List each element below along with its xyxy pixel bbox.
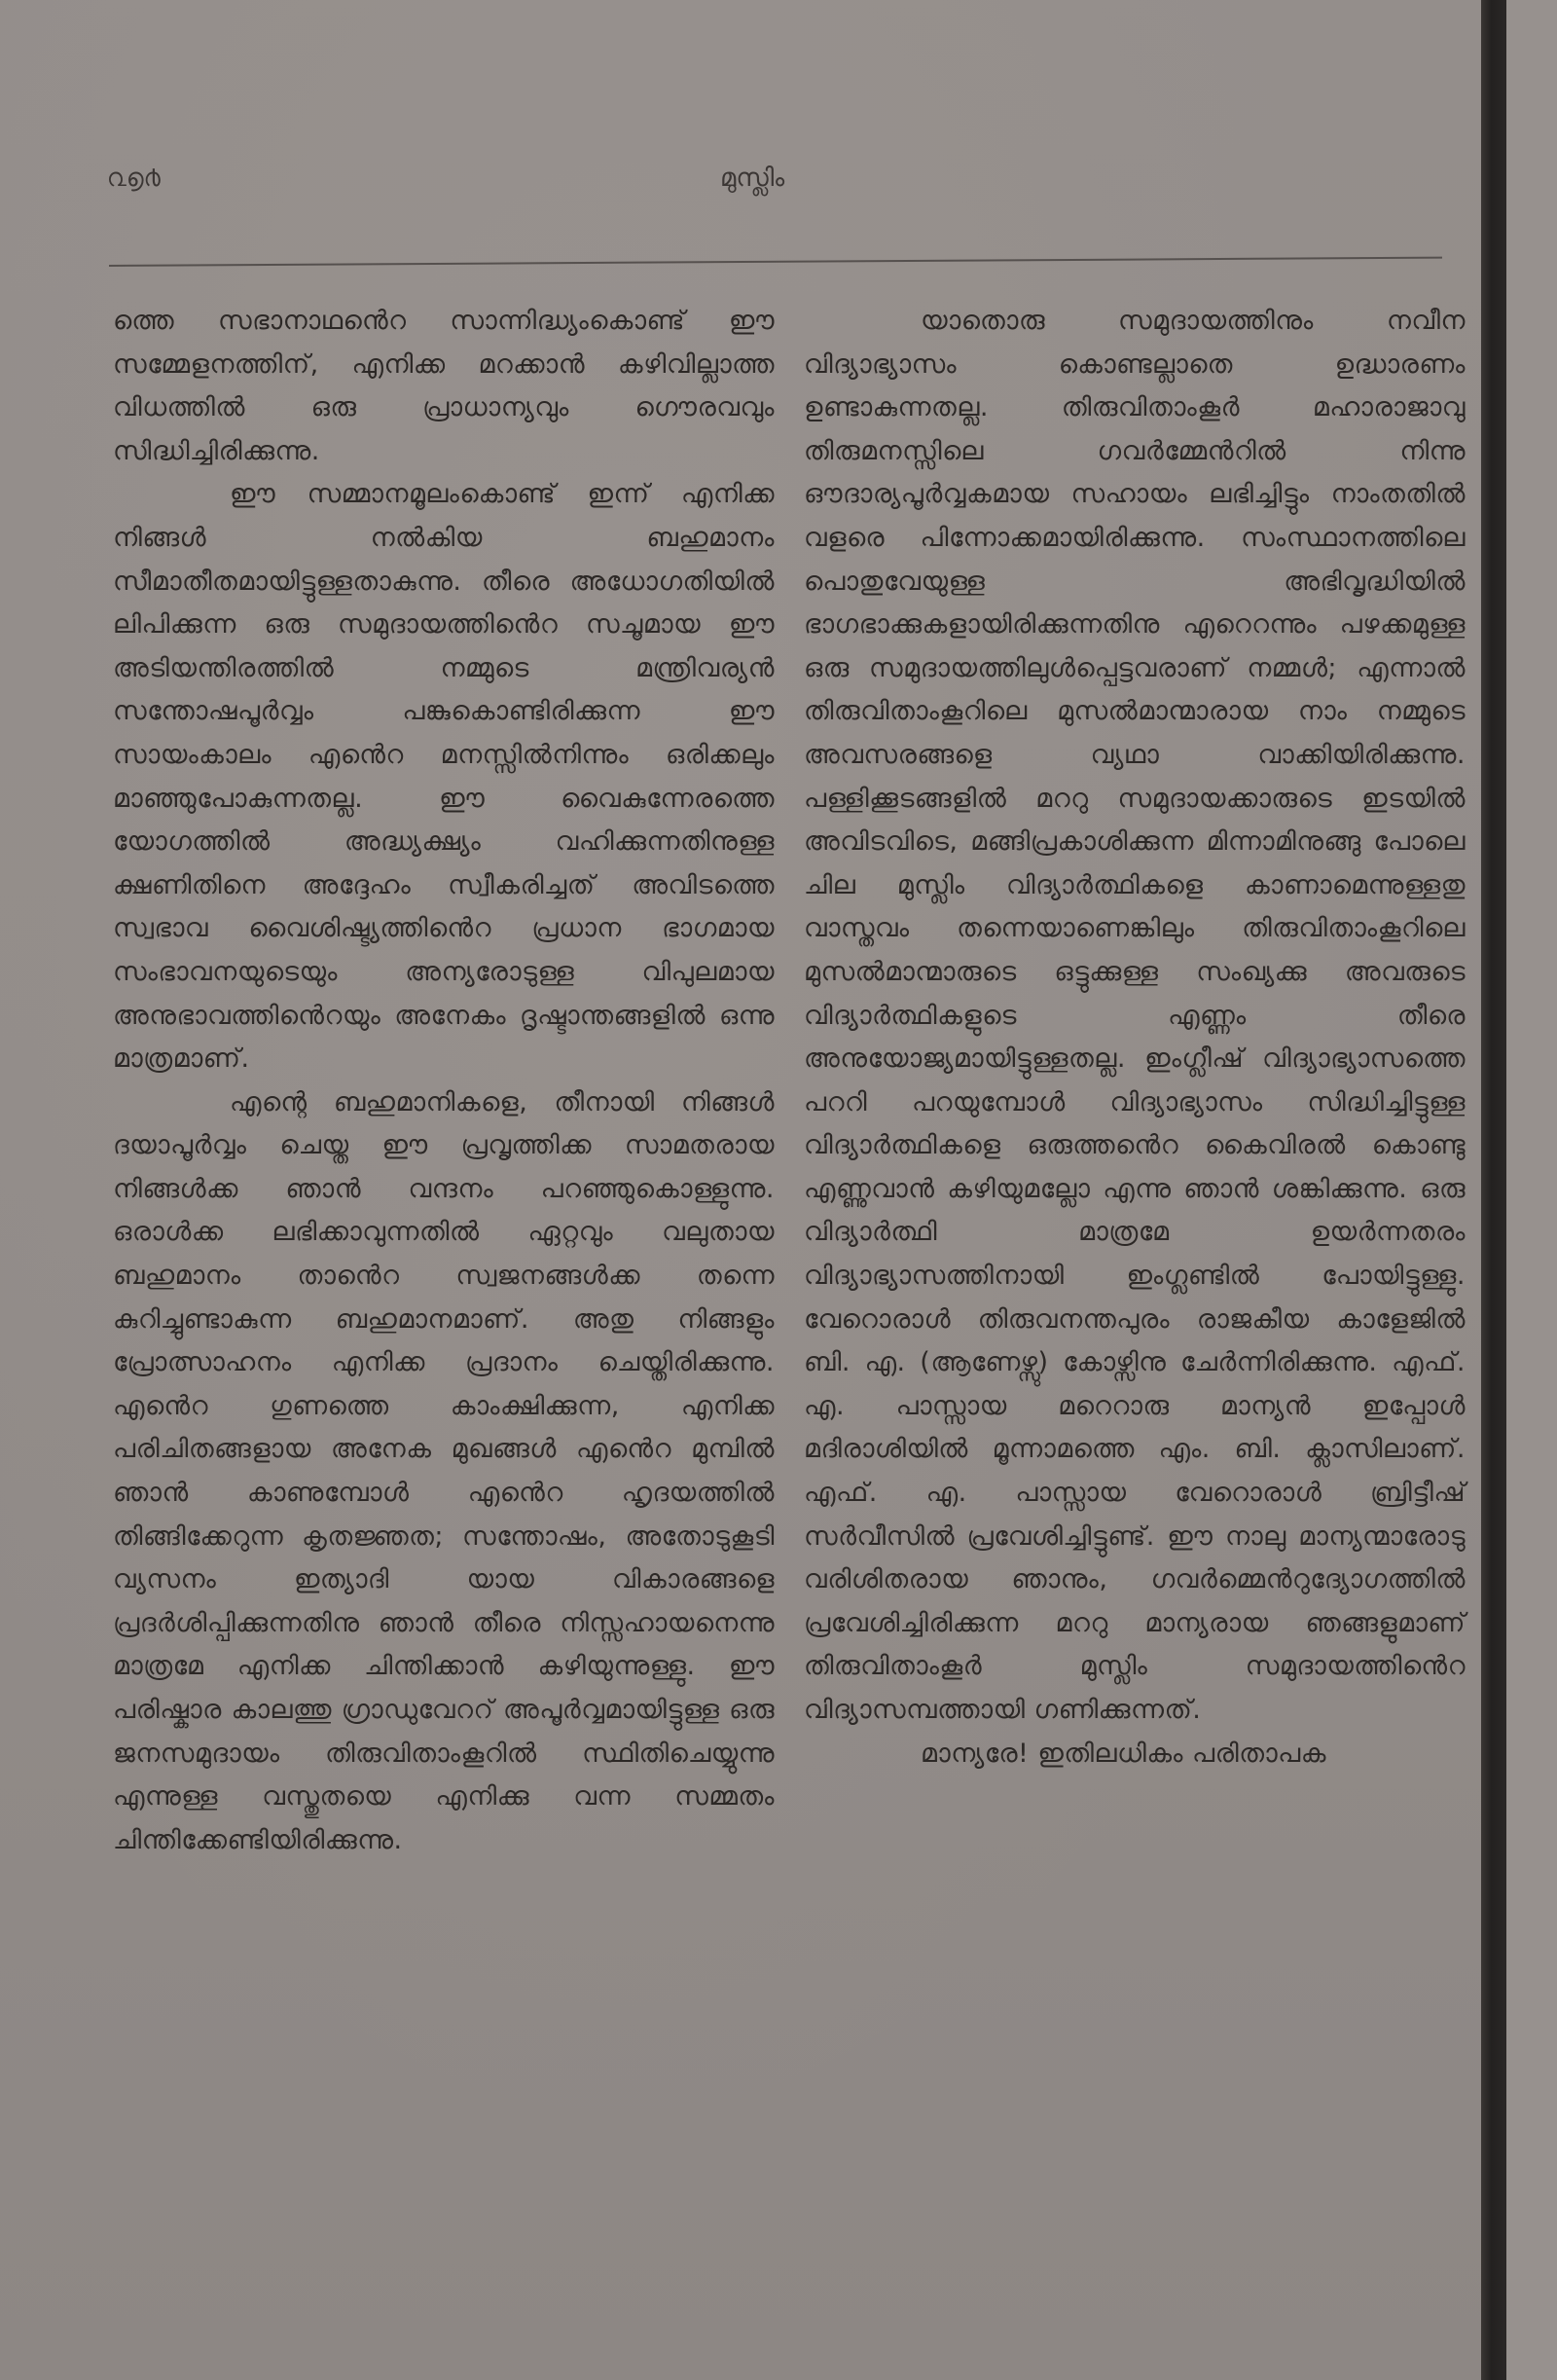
header-rule	[109, 257, 1442, 267]
page-number: ൨൭൪	[107, 164, 161, 193]
paragraph: ഈ സമ്മാനമൂലംകൊണ്ട് ഇന്ന് എനിക്ക നിങ്ങൾ നൽകിയ ബഹുമാനം സീമാതീതമായിട്ടുള്ളതാകുന്നു. തീരെ അധോഗതിയിൽ ലിപിക്കുന്ന ഒരു സമുദായത്തിൻെറ സചൂമായ ഈ അടിയന്തിരത്തിൽ നമ്മുടെ മന്ത്രിവര്യൻ സന്തോഷപൂർവ്വം പങ്കുകൊണ്ടിരിക്കുന്ന ഈ സായംകാലം എൻെറ മനസ്സിൽനിന്നും ഒരിക്കലും മാഞ്ഞുപോകുന്നതല്ല. ഈ വൈകുന്നേരത്തെ യോഗത്തിൽ അദ്ധ്യക്ഷ്യം വഹിക്കുന്നതിനുള്ള ക്ഷണിതിനെ അദ്ദേഹം സ്വീകരിച്ചത് അവിടത്തെ സ്വഭാവ വൈശിഷ്ട്യത്തിൻെറ പ്രധാന ഭാഗമായ സംഭാവനയുടെയും അന്യരോടുള്ള വിപുലമായ അനുഭാവത്തിൻെറയും അനേകം ദൃഷ്ടാന്തങ്ങളിൽ ഒന്നു മാത്രമാണ്.	[113, 479, 775, 1075]
binding-spine	[1481, 0, 1506, 2380]
page-header	[107, 156, 1450, 214]
right-column	[804, 300, 1466, 1776]
paragraph: മാന്യരേ! ഇതിലധികം പരിതാപക	[921, 1738, 1326, 1769]
page-edge	[1506, 0, 1557, 2380]
paragraph: ത്തെ സഭാനാഥൻെറ സാന്നിദ്ധ്യംകൊണ്ട് ഈ സമ്മേളനത്തിന്, എനിക്ക മറക്കാൻ കഴിവില്ലാത്ത വിധത്തിൽ ഒരു പ്രാധാന്യവും ഗൌരവവും സിദ്ധിച്ചിരിക്കുന്നു.	[113, 306, 775, 466]
running-title: മുസ്ലിം	[720, 164, 785, 193]
paragraph: എന്റെ ബഹുമാനികളെ, തീനായി നിങ്ങൾ ദയാപൂർവ്വം ചെയ്ത ഈ പ്രവൃത്തിക്ക സാമതരായ നിങ്ങൾക്ക ഞാൻ വന്ദനം പറഞ്ഞുകൊള്ളുന്നു. ഒരാൾക്ക ലഭിക്കാവുന്നതിൽ ഏറ്റവും വലുതായ ബഹുമാനം താൻെറ സ്വജനങ്ങൾക്ക തന്നെ കുറിച്ചുണ്ടാകുന്ന ബഹുമാനമാണ്. അതു നിങ്ങളും പ്രോത്സാഹനം എനിക്ക പ്രദാനം ചെയ്തിരിക്കുന്നു. എൻെറ ഗുണത്തെ കാംക്ഷിക്കുന്ന, എനിക്ക പരിചിതങ്ങളായ അനേക മുഖങ്ങൾ എൻെറ മുമ്പിൽ ഞാൻ കാണുമ്പോൾ എൻെറ ഹൃദയത്തിൽ തിങ്ങിക്കേറുന്ന കൃതജ്ഞത; സന്തോഷം, അതോടുകൂടി വ്യസനം ഇത്യാദി യായ വികാരങ്ങളെ പ്രദർശിപ്പിക്കുന്നതിനു ഞാൻ തീരെ നിസ്സഹായനെന്നു മാത്രമേ എനിക്ക ചിന്തിക്കാൻ കഴിയുന്നുള്ളു. ഈ പരിഷ്കാര കാലത്തു ഗ്രാഡുവേററ് അപൂർവ്വമായിട്ടുള്ള ഒരു ജനസമുദായം തിരുവിതാംകൂറിൽ സ്ഥിതിചെയ്യുന്നു എന്നുള്ള വസ്തുതയെ എനിക്കു വന്ന സമ്മതം ചിന്തിക്കേണ്ടിയിരിക്കുന്നു.	[113, 1086, 775, 1855]
paragraph: യാതൊരു സമുദായത്തിനും നവീന വിദ്യാഭ്യാസം കൊണ്ടല്ലാതെ ഉദ്ധാരണം ഉണ്ടാകുന്നതല്ല. തിരുവിതാംകൂർ മഹാരാജാവു തിരുമനസ്സിലെ ഗവർമ്മേൻറിൽ നിന്നു ഔദാര്യപൂർവ്വകമായ സഹായം ലഭിച്ചിട്ടും നാംതതിൽ വളരെ പിന്നോക്കമായിരിക്കുന്നു. സംസ്ഥാനത്തിലെ പൊതുവേയുള്ള അഭിവൃദ്ധിയിൽ ഭാഗഭാക്കുകളായിരിക്കുന്നതിനു എറെറന്നും പഴക്കമുള്ള ഒരു സമുദായത്തിലുൾപ്പെട്ടവരാണ് നമ്മൾ; എന്നാൽ തിരുവിതാംകൂറിലെ മുസൽമാന്മാരായ നാം നമ്മുടെ അവസരങ്ങളെ വ്യഥാ വാക്കിയിരിക്കുന്നു. പള്ളിക്കൂടങ്ങളിൽ മററു സമുദായക്കാരുടെ ഇടയിൽ അവിടവിടെ, മങ്ങിപ്രകാശിക്കുന്ന മിന്നാമിനുങ്ങു പോലെ ചില മുസ്ലിം വിദ്യാർത്ഥികളെ കാണാമെന്നുള്ളതു വാസ്തവം തന്നെയാണെങ്കിലും തിരുവിതാംകൂറിലെ മുസൽമാന്മാരുടെ ഒട്ടുക്കുള്ള സംഖ്യക്കു അവരുടെ വിദ്യാർത്ഥികളുടെ എണ്ണം തീരെ അനുയോജ്യമായിട്ടുള്ളതല്ല. ഇംഗ്ലീഷ് വിദ്യാഭ്യാസത്തെ പററി പറയുമ്പോൾ വിദ്യാഭ്യാസം സിദ്ധിച്ചിട്ടുള്ള വിദ്യാർത്ഥികളെ ഒരുത്തൻെറ കൈവിരൽ കൊണ്ടു എണ്ണുവാൻ കഴിയുമല്ലോ എന്നു ഞാൻ ശങ്കിക്കുന്നു. ഒരു വിദ്യാർത്ഥി മാത്രമേ ഉയർന്നതരം വിദ്യാഭ്യാസത്തിനായി ഇംഗ്ലണ്ടിൽ പോയിട്ടുള്ളു. വേറൊരാൾ തിരുവനന്തപുരം രാജകീയ കാളേജിൽ ബി. എ. (ആണേഴ്സു) കോഴ്സിനു ചേർന്നിരിക്കുന്നു. എഫ്. എ. പാസ്സായ മറെറാരു മാന്യൻ ഇപ്പോൾ മദിരാശിയിൽ മൂന്നാമത്തെ എം. ബി. ക്ലാസിലാണ്. എഫ്. എ. പാസ്സായ വേറൊരാൾ ബ്രിട്ടീഷ് സർവീസിൽ പ്രവേശിച്ചിട്ടുണ്ട്. ഈ നാലു മാന്യന്മാരോടു വരിശിതരായ ഞാനും, ഗവർമ്മെൻറുദ്യോഗത്തിൽ പ്രവേശിച്ചിരിക്കുന്ന മററു മാന്യരായ ഞങ്ങളുമാണ് തിരുവിതാംകൂർ മുസ്ലിം സമുദായത്തിൻെറ വിദ്യാസമ്പത്തായി ഗണിക്കുന്നത്.	[804, 306, 1466, 1725]
left-column	[113, 300, 775, 1862]
